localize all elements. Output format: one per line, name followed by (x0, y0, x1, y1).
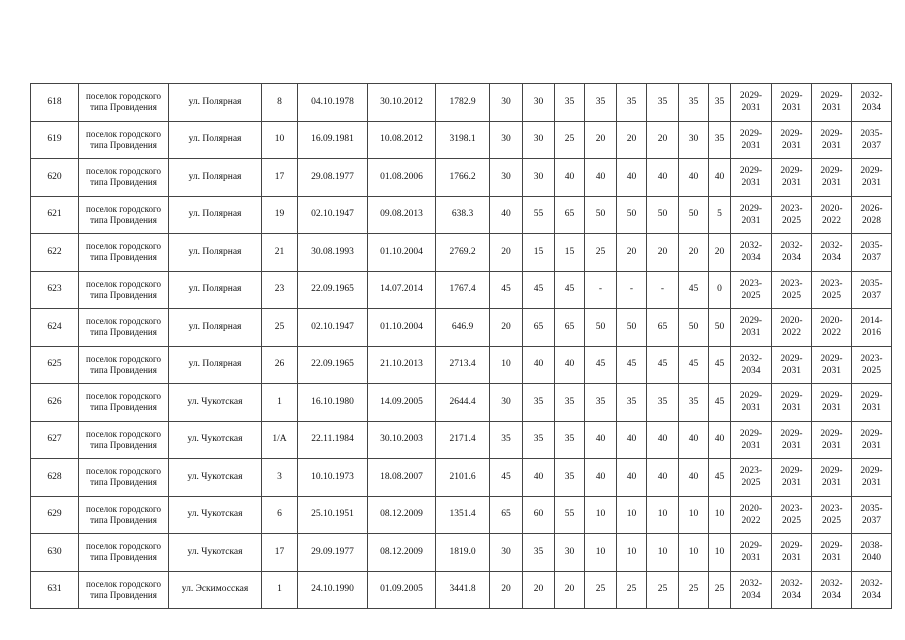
row-number-cell: 626 (31, 384, 79, 422)
street-cell: ул. Полярная (169, 196, 262, 234)
area-cell: 2713.4 (436, 346, 490, 384)
repair-period-cell: 2029-2031 (812, 159, 852, 197)
house-number-cell: 3 (262, 459, 298, 497)
wear-percent-cell: 30 (490, 534, 523, 572)
settlement-cell: поселок городского типа Провидения (79, 84, 169, 122)
house-number-cell: 23 (262, 271, 298, 309)
date-inspected-cell: 18.08.2007 (368, 459, 436, 497)
house-number-cell: 25 (262, 309, 298, 347)
settlement-cell: поселок городского типа Провидения (79, 571, 169, 609)
wear-percent-cell: 65 (555, 196, 585, 234)
wear-percent-cell: 40 (617, 459, 647, 497)
wear-percent-cell: 45 (647, 346, 679, 384)
area-cell: 1819.0 (436, 534, 490, 572)
house-number-cell: 17 (262, 534, 298, 572)
wear-percent-cell: 10 (679, 534, 709, 572)
wear-percent-cell: 10 (585, 534, 617, 572)
settlement-cell: поселок городского типа Провидения (79, 159, 169, 197)
repair-period-cell: 2029-2031 (812, 346, 852, 384)
repair-period-cell: 2029-2031 (852, 421, 892, 459)
table-row (31, 346, 892, 384)
row-number-cell: 620 (31, 159, 79, 197)
wear-percent-cell: 10 (709, 496, 731, 534)
table-row (31, 121, 892, 159)
repair-period-cell: 2023-2025 (731, 459, 772, 497)
repair-period-cell: 2029-2031 (731, 309, 772, 347)
wear-percent-cell: 25 (647, 571, 679, 609)
row-number-cell: 625 (31, 346, 79, 384)
wear-percent-cell: 40 (647, 459, 679, 497)
wear-percent-cell: 45 (709, 346, 731, 384)
wear-percent-cell: 55 (555, 496, 585, 534)
wear-percent-cell: 35 (523, 421, 555, 459)
wear-percent-cell: 45 (555, 271, 585, 309)
street-cell: ул. Полярная (169, 271, 262, 309)
settlement-cell: поселок городского типа Провидения (79, 196, 169, 234)
area-cell: 3441.8 (436, 571, 490, 609)
wear-percent-cell: 50 (647, 196, 679, 234)
repair-period-cell: 2029-2031 (772, 159, 812, 197)
repair-period-cell: 2023-2025 (772, 496, 812, 534)
repair-period-cell: 2029-2031 (772, 534, 812, 572)
wear-percent-cell: 20 (617, 121, 647, 159)
repair-period-cell: 2035-2037 (852, 234, 892, 272)
table-row (31, 421, 892, 459)
date-built-cell: 16.09.1981 (298, 121, 368, 159)
wear-percent-cell: 10 (647, 534, 679, 572)
date-inspected-cell: 01.09.2005 (368, 571, 436, 609)
table-row (31, 384, 892, 422)
street-cell: ул. Полярная (169, 346, 262, 384)
settlement-cell: поселок городского типа Провидения (79, 534, 169, 572)
wear-percent-cell: 45 (585, 346, 617, 384)
wear-percent-cell: 35 (617, 84, 647, 122)
repair-period-cell: 2032-2034 (772, 571, 812, 609)
repair-period-cell: 2029-2031 (731, 534, 772, 572)
repair-period-cell: 2038-2040 (852, 534, 892, 572)
wear-percent-cell: 30 (490, 121, 523, 159)
wear-percent-cell: 40 (585, 159, 617, 197)
row-number-cell: 623 (31, 271, 79, 309)
wear-percent-cell: 30 (523, 159, 555, 197)
wear-percent-cell: 10 (679, 496, 709, 534)
table-row (31, 196, 892, 234)
repair-period-cell: 2029-2031 (731, 121, 772, 159)
repair-period-cell: 2029-2031 (852, 384, 892, 422)
repair-period-cell: 2014-2016 (852, 309, 892, 347)
date-built-cell: 16.10.1980 (298, 384, 368, 422)
house-number-cell: 17 (262, 159, 298, 197)
wear-percent-cell: 35 (555, 421, 585, 459)
wear-percent-cell: 30 (490, 159, 523, 197)
wear-percent-cell: 30 (523, 121, 555, 159)
wear-percent-cell: 25 (679, 571, 709, 609)
wear-percent-cell: 60 (523, 496, 555, 534)
repair-period-cell: 2023-2025 (812, 496, 852, 534)
wear-percent-cell: 25 (617, 571, 647, 609)
repair-period-cell: 2032-2034 (852, 571, 892, 609)
wear-percent-cell: 25 (709, 571, 731, 609)
house-number-cell: 21 (262, 234, 298, 272)
repair-period-cell: 2029-2031 (812, 84, 852, 122)
wear-percent-cell: 20 (490, 571, 523, 609)
wear-percent-cell: 35 (555, 459, 585, 497)
repair-period-cell: 2032-2034 (731, 346, 772, 384)
wear-percent-cell: 50 (709, 309, 731, 347)
repair-period-cell: 2029-2031 (772, 84, 812, 122)
repair-period-cell: 2029-2031 (772, 384, 812, 422)
settlement-cell: поселок городского типа Провидения (79, 271, 169, 309)
date-inspected-cell: 09.08.2013 (368, 196, 436, 234)
wear-percent-cell: 20 (555, 571, 585, 609)
repair-period-cell: 2035-2037 (852, 271, 892, 309)
wear-percent-cell: 35 (709, 121, 731, 159)
date-inspected-cell: 08.12.2009 (368, 534, 436, 572)
wear-percent-cell: 40 (647, 159, 679, 197)
date-built-cell: 29.09.1977 (298, 534, 368, 572)
repair-period-cell: 2020-2022 (772, 309, 812, 347)
wear-percent-cell: 30 (490, 384, 523, 422)
wear-percent-cell: 20 (490, 234, 523, 272)
table-row (31, 571, 892, 609)
street-cell: ул. Чукотская (169, 384, 262, 422)
table-row (31, 459, 892, 497)
repair-period-cell: 2029-2031 (731, 421, 772, 459)
wear-percent-cell: 45 (490, 459, 523, 497)
wear-percent-cell: 45 (709, 384, 731, 422)
wear-percent-cell: 35 (679, 84, 709, 122)
wear-percent-cell: 25 (555, 121, 585, 159)
house-number-cell: 1/А (262, 421, 298, 459)
wear-percent-cell: 35 (585, 384, 617, 422)
date-built-cell: 22.11.1984 (298, 421, 368, 459)
row-number-cell: 628 (31, 459, 79, 497)
area-cell: 2171.4 (436, 421, 490, 459)
wear-percent-cell: 65 (523, 309, 555, 347)
settlement-cell: поселок городского типа Провидения (79, 384, 169, 422)
wear-percent-cell: 35 (617, 384, 647, 422)
wear-percent-cell: 20 (523, 571, 555, 609)
repair-period-cell: 2029-2031 (812, 421, 852, 459)
settlement-cell: поселок городского типа Провидения (79, 459, 169, 497)
wear-percent-cell: 0 (709, 271, 731, 309)
row-number-cell: 627 (31, 421, 79, 459)
repair-period-cell: 2032-2034 (731, 234, 772, 272)
repair-period-cell: 2029-2031 (772, 346, 812, 384)
house-number-cell: 1 (262, 571, 298, 609)
date-inspected-cell: 01.08.2006 (368, 159, 436, 197)
wear-percent-cell: 15 (555, 234, 585, 272)
wear-percent-cell: 40 (585, 421, 617, 459)
row-number-cell: 631 (31, 571, 79, 609)
wear-percent-cell: 45 (679, 271, 709, 309)
wear-percent-cell: 35 (647, 384, 679, 422)
wear-percent-cell: 5 (709, 196, 731, 234)
street-cell: ул. Полярная (169, 234, 262, 272)
date-built-cell: 02.10.1947 (298, 196, 368, 234)
area-cell: 1766.2 (436, 159, 490, 197)
house-number-cell: 26 (262, 346, 298, 384)
repair-period-cell: 2029-2031 (731, 384, 772, 422)
wear-percent-cell: 50 (617, 196, 647, 234)
area-cell: 2101.6 (436, 459, 490, 497)
settlement-cell: поселок городского типа Провидения (79, 121, 169, 159)
repair-period-cell: 2023-2025 (852, 346, 892, 384)
wear-percent-cell: 35 (555, 384, 585, 422)
row-number-cell: 619 (31, 121, 79, 159)
repair-period-cell: 2023-2025 (772, 271, 812, 309)
date-built-cell: 30.08.1993 (298, 234, 368, 272)
row-number-cell: 629 (31, 496, 79, 534)
wear-percent-cell: 40 (555, 346, 585, 384)
table-row (31, 534, 892, 572)
wear-percent-cell: 20 (647, 121, 679, 159)
date-inspected-cell: 14.07.2014 (368, 271, 436, 309)
wear-percent-cell: 40 (523, 346, 555, 384)
date-built-cell: 22.09.1965 (298, 271, 368, 309)
wear-percent-cell: 55 (523, 196, 555, 234)
date-inspected-cell: 30.10.2012 (368, 84, 436, 122)
street-cell: ул. Полярная (169, 121, 262, 159)
date-inspected-cell: 01.10.2004 (368, 309, 436, 347)
repair-period-cell: 2020-2022 (812, 309, 852, 347)
row-number-cell: 624 (31, 309, 79, 347)
repair-period-cell: 2029-2031 (731, 196, 772, 234)
date-inspected-cell: 30.10.2003 (368, 421, 436, 459)
street-cell: ул. Полярная (169, 159, 262, 197)
wear-percent-cell: 40 (617, 159, 647, 197)
wear-percent-cell: 35 (523, 534, 555, 572)
area-cell: 1782.9 (436, 84, 490, 122)
street-cell: ул. Чукотская (169, 534, 262, 572)
date-built-cell: 02.10.1947 (298, 309, 368, 347)
street-cell: ул. Полярная (169, 84, 262, 122)
table-row (31, 271, 892, 309)
wear-percent-cell: 25 (585, 571, 617, 609)
wear-percent-cell: 25 (585, 234, 617, 272)
area-cell: 2644.4 (436, 384, 490, 422)
date-built-cell: 25.10.1951 (298, 496, 368, 534)
repair-period-cell: 2020-2022 (812, 196, 852, 234)
date-built-cell: 22.09.1965 (298, 346, 368, 384)
wear-percent-cell: 40 (585, 459, 617, 497)
wear-percent-cell: 30 (555, 534, 585, 572)
wear-percent-cell: 40 (679, 459, 709, 497)
housing-registry-table (30, 83, 892, 609)
wear-percent-cell: 35 (709, 84, 731, 122)
repair-period-cell: 2029-2031 (731, 159, 772, 197)
row-number-cell: 630 (31, 534, 79, 572)
table-row (31, 84, 892, 122)
table-row (31, 234, 892, 272)
repair-period-cell: 2029-2031 (852, 159, 892, 197)
wear-percent-cell: 50 (679, 309, 709, 347)
repair-period-cell: 2032-2034 (812, 234, 852, 272)
wear-percent-cell: - (617, 271, 647, 309)
wear-percent-cell: 35 (679, 384, 709, 422)
wear-percent-cell: - (585, 271, 617, 309)
wear-percent-cell: 15 (523, 234, 555, 272)
date-inspected-cell: 14.09.2005 (368, 384, 436, 422)
wear-percent-cell: - (647, 271, 679, 309)
house-number-cell: 6 (262, 496, 298, 534)
area-cell: 1351.4 (436, 496, 490, 534)
wear-percent-cell: 20 (709, 234, 731, 272)
wear-percent-cell: 40 (679, 159, 709, 197)
repair-period-cell: 2029-2031 (772, 459, 812, 497)
area-cell: 646.9 (436, 309, 490, 347)
wear-percent-cell: 20 (617, 234, 647, 272)
wear-percent-cell: 45 (490, 271, 523, 309)
row-number-cell: 621 (31, 196, 79, 234)
date-inspected-cell: 01.10.2004 (368, 234, 436, 272)
date-inspected-cell: 08.12.2009 (368, 496, 436, 534)
house-number-cell: 1 (262, 384, 298, 422)
area-cell: 3198.1 (436, 121, 490, 159)
wear-percent-cell: 40 (709, 421, 731, 459)
date-inspected-cell: 21.10.2013 (368, 346, 436, 384)
wear-percent-cell: 50 (585, 309, 617, 347)
wear-percent-cell: 20 (490, 309, 523, 347)
street-cell: ул. Эскимосская (169, 571, 262, 609)
wear-percent-cell: 65 (555, 309, 585, 347)
wear-percent-cell: 10 (585, 496, 617, 534)
date-built-cell: 04.10.1978 (298, 84, 368, 122)
wear-percent-cell: 50 (617, 309, 647, 347)
wear-percent-cell: 35 (490, 421, 523, 459)
settlement-cell: поселок городского типа Провидения (79, 346, 169, 384)
settlement-cell: поселок городского типа Провидения (79, 421, 169, 459)
table-row (31, 159, 892, 197)
wear-percent-cell: 10 (647, 496, 679, 534)
wear-percent-cell: 20 (585, 121, 617, 159)
area-cell: 638.3 (436, 196, 490, 234)
street-cell: ул. Полярная (169, 309, 262, 347)
table-row (31, 309, 892, 347)
repair-period-cell: 2026-2028 (852, 196, 892, 234)
wear-percent-cell: 20 (679, 234, 709, 272)
repair-period-cell: 2032-2034 (772, 234, 812, 272)
wear-percent-cell: 10 (617, 534, 647, 572)
wear-percent-cell: 35 (585, 84, 617, 122)
repair-period-cell: 2029-2031 (772, 421, 812, 459)
repair-period-cell: 2029-2031 (772, 121, 812, 159)
wear-percent-cell: 45 (709, 459, 731, 497)
wear-percent-cell: 40 (679, 421, 709, 459)
wear-percent-cell: 65 (490, 496, 523, 534)
street-cell: ул. Чукотская (169, 496, 262, 534)
table-row (31, 496, 892, 534)
repair-period-cell: 2032-2034 (852, 84, 892, 122)
wear-percent-cell: 20 (647, 234, 679, 272)
wear-percent-cell: 10 (490, 346, 523, 384)
house-number-cell: 10 (262, 121, 298, 159)
area-cell: 1767.4 (436, 271, 490, 309)
repair-period-cell: 2035-2037 (852, 121, 892, 159)
wear-percent-cell: 40 (617, 421, 647, 459)
wear-percent-cell: 35 (555, 84, 585, 122)
wear-percent-cell: 65 (647, 309, 679, 347)
repair-period-cell: 2023-2025 (731, 271, 772, 309)
repair-period-cell: 2035-2037 (852, 496, 892, 534)
row-number-cell: 622 (31, 234, 79, 272)
repair-period-cell: 2029-2031 (852, 459, 892, 497)
house-number-cell: 19 (262, 196, 298, 234)
row-number-cell: 618 (31, 84, 79, 122)
wear-percent-cell: 40 (490, 196, 523, 234)
wear-percent-cell: 35 (647, 84, 679, 122)
wear-percent-cell: 10 (709, 534, 731, 572)
settlement-cell: поселок городского типа Провидения (79, 496, 169, 534)
repair-period-cell: 2023-2025 (812, 271, 852, 309)
repair-period-cell: 2020-2022 (731, 496, 772, 534)
wear-percent-cell: 30 (523, 84, 555, 122)
wear-percent-cell: 30 (490, 84, 523, 122)
house-number-cell: 8 (262, 84, 298, 122)
wear-percent-cell: 35 (523, 384, 555, 422)
repair-period-cell: 2032-2034 (731, 571, 772, 609)
repair-period-cell: 2029-2031 (812, 459, 852, 497)
wear-percent-cell: 40 (523, 459, 555, 497)
street-cell: ул. Чукотская (169, 459, 262, 497)
wear-percent-cell: 40 (709, 159, 731, 197)
wear-percent-cell: 40 (647, 421, 679, 459)
repair-period-cell: 2029-2031 (812, 121, 852, 159)
wear-percent-cell: 50 (679, 196, 709, 234)
wear-percent-cell: 45 (679, 346, 709, 384)
date-built-cell: 29.08.1977 (298, 159, 368, 197)
wear-percent-cell: 50 (585, 196, 617, 234)
repair-period-cell: 2023-2025 (772, 196, 812, 234)
wear-percent-cell: 30 (679, 121, 709, 159)
repair-period-cell: 2029-2031 (812, 384, 852, 422)
wear-percent-cell: 10 (617, 496, 647, 534)
repair-period-cell: 2029-2031 (731, 84, 772, 122)
repair-period-cell: 2029-2031 (812, 534, 852, 572)
repair-period-cell: 2032-2034 (812, 571, 852, 609)
wear-percent-cell: 40 (555, 159, 585, 197)
wear-percent-cell: 45 (523, 271, 555, 309)
date-built-cell: 24.10.1990 (298, 571, 368, 609)
date-inspected-cell: 10.08.2012 (368, 121, 436, 159)
settlement-cell: поселок городского типа Провидения (79, 309, 169, 347)
settlement-cell: поселок городского типа Провидения (79, 234, 169, 272)
street-cell: ул. Чукотская (169, 421, 262, 459)
date-built-cell: 10.10.1973 (298, 459, 368, 497)
wear-percent-cell: 45 (617, 346, 647, 384)
area-cell: 2769.2 (436, 234, 490, 272)
